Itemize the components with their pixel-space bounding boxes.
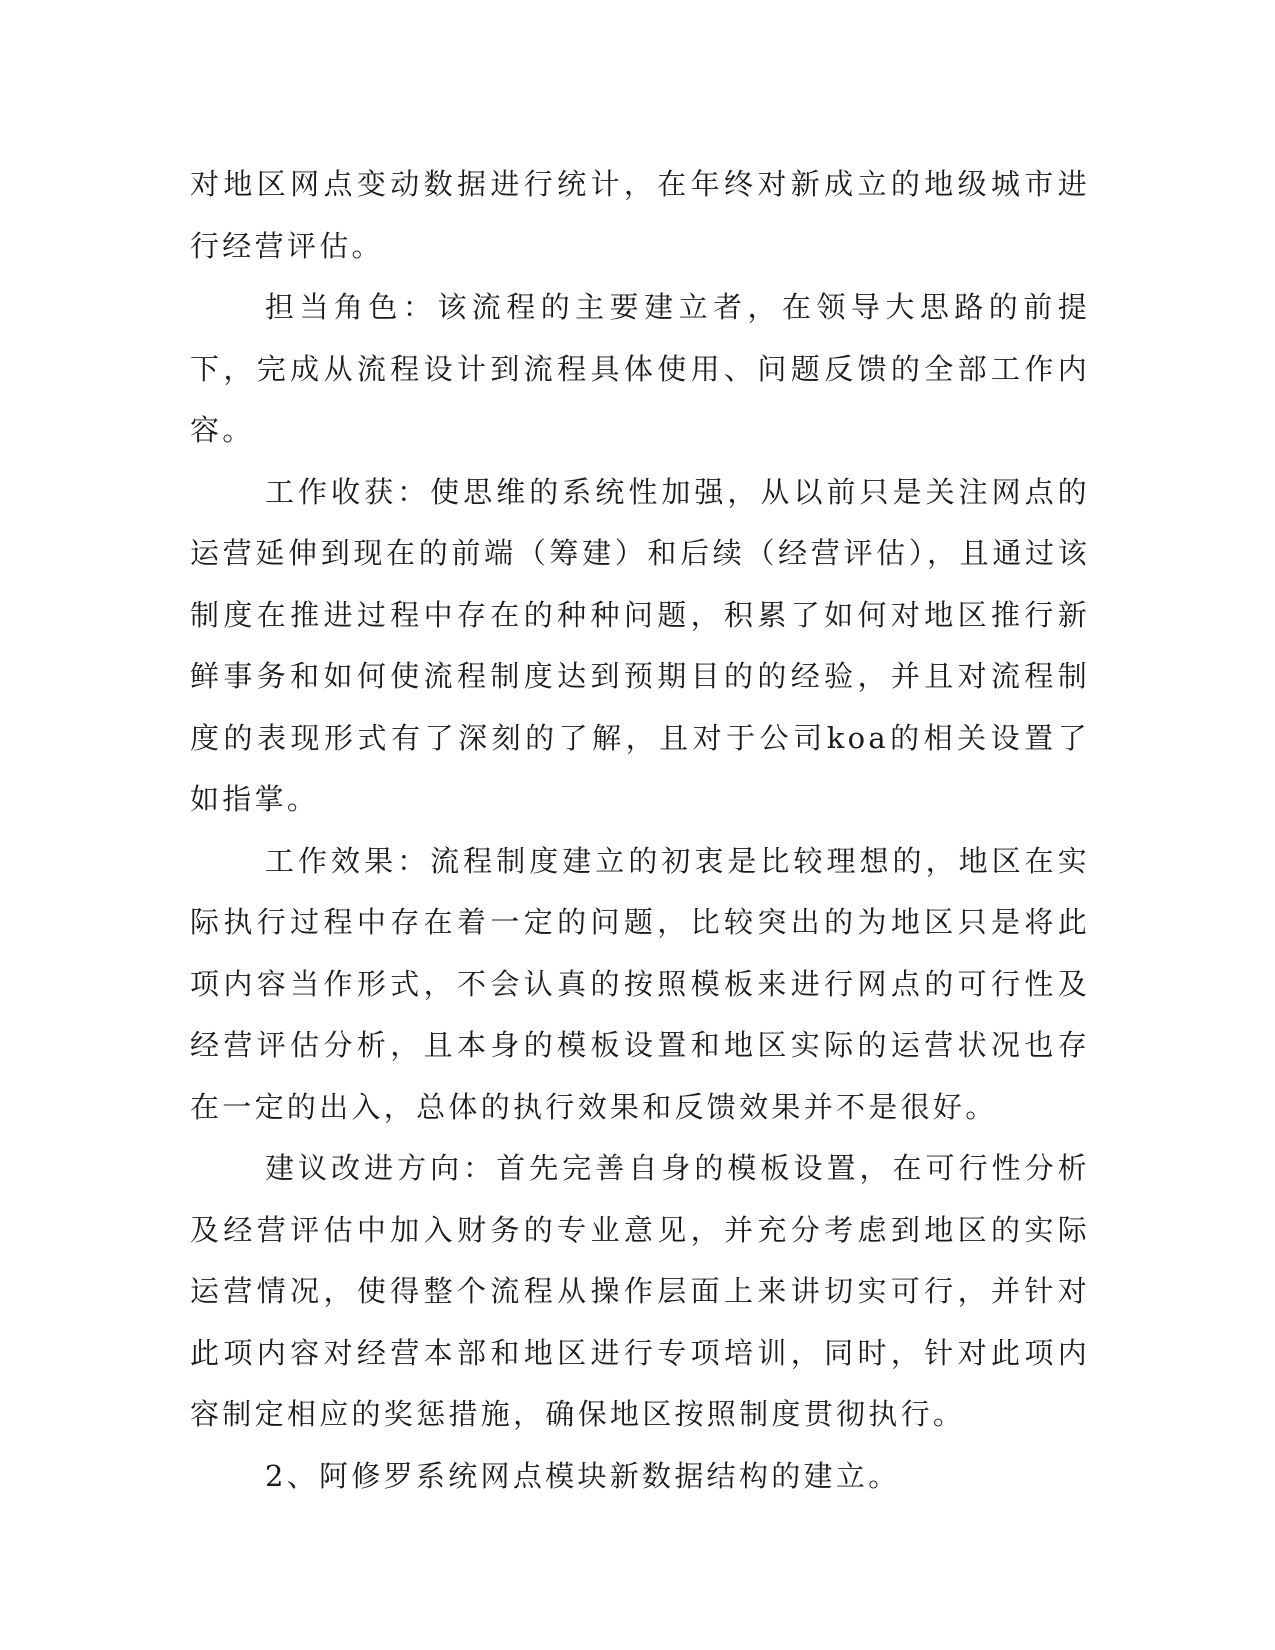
paragraph-network-statistics: 对地区网点变动数据进行统计，在年终对新成立的地级城市进行经营评估。 xyxy=(190,167,1090,263)
paragraph-improvement-suggestions: 建议改进方向：首先完善自身的模板设置，在可行性分析及经营评估中加入财务的专业意见，并充分考虑到地区的实际运营情况，使得整个流程从操作层面上来讲切实可行，并针对此项内容对经营本部和地区进行专项培训，同时，针对此项内容制定相应的奖惩措施，确保地区按照制度贯彻执行。 xyxy=(190,1151,1090,1431)
paragraph-work-gains: 工作收获：使思维的系统性加强，从以前只是关注网点的运营延伸到现在的前端（筹建）和后续（经营评估），且通过该制度在推进过程中存在的种种问题，积累了如何对地区推行新鲜事务和如何使流程制度达到预期目的的经验，并且对流程制度的表现形式有了深刻的了解，且对于公司koa的相关设置了如指掌。 xyxy=(190,474,1090,816)
paragraph-work-results: 工作效果：流程制度建立的初衷是比较理想的，地区在实际执行过程中存在着一定的问题，比较突出的为地区只是将此项内容当作形式，不会认真的按照模板来进行网点的可行性及经营评估分析，且本身的模板设置和地区实际的运营状况也存在一定的出入，总体的执行效果和反馈效果并不是很好。 xyxy=(190,843,1090,1124)
document-body xyxy=(190,154,1090,1507)
paragraph-role: 担当角色：该流程的主要建立者，在领导大思路的前提下，完成从流程设计到流程具体使用、问题反馈的全部工作内容。 xyxy=(190,290,1090,447)
paragraph-section-heading: 2、阿修罗系统网点模块新数据结构的建立。 xyxy=(265,1458,901,1493)
